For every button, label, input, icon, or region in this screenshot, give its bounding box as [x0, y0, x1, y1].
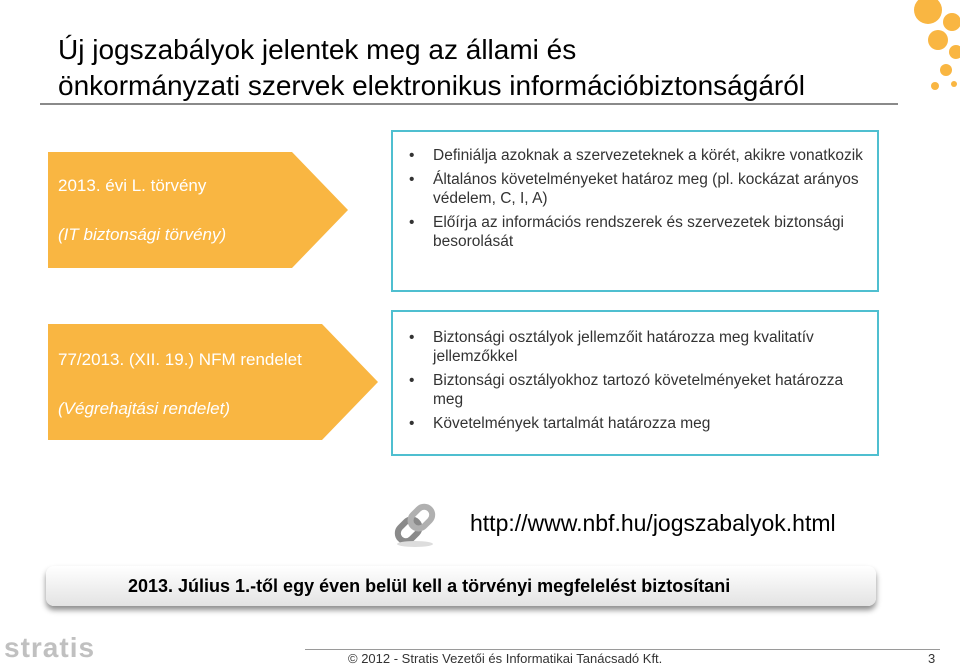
nbf-link[interactable]: http://www.nbf.hu/jogszabalyok.html — [470, 510, 836, 536]
copyright-text: © 2012 - Stratis Vezetői és Informatikai Tanácsadó Kft. — [348, 651, 663, 666]
deadline-banner — [46, 566, 876, 606]
list-item: • Követelmények tartalmát határozza meg — [433, 414, 867, 433]
list-item: • Biztonsági osztályok jellemzőit határozza meg kvalitatív jellemzőkkel — [433, 328, 867, 366]
decree-subtitle: (Végrehajtási rendelet) — [58, 399, 230, 418]
law-title: 2013. évi L. törvény — [58, 176, 207, 195]
title-line-2: önkormányzati szervek elektronikus információbiztonságáról — [58, 70, 806, 101]
law-arrow-1 — [48, 152, 348, 268]
law-details-box-2 — [391, 310, 879, 456]
arrow-shape — [48, 324, 378, 440]
decree-title: 77/2013. (XII. 19.) NFM rendelet — [58, 350, 302, 369]
title-divider — [40, 103, 898, 105]
chain-link-icon — [390, 500, 440, 548]
list-item: • Általános követelményeket határoz meg (pl. kockázat arányos védelem, C, I, A) — [433, 170, 867, 208]
deadline-text: 2013. Július 1.-től egy éven belül kell a törvényi megfelelést biztosítani — [128, 576, 731, 596]
list-item: • Előírja az információs rendszerek és szervezetek biztonsági besorolását — [433, 213, 867, 251]
footer-divider — [305, 649, 940, 650]
list-item: • Definiálja azoknak a szervezeteknek a körét, akikre vonatkozik — [433, 146, 867, 165]
law-subtitle: (IT biztonsági törvény) — [58, 225, 227, 244]
list-item: • Biztonsági osztályokhoz tartozó követelményeket határozza meg — [433, 371, 867, 409]
stratis-logo: stratis — [4, 632, 96, 663]
law-details-box-1 — [391, 130, 879, 292]
page-title — [58, 32, 898, 104]
law-arrow-2 — [48, 324, 378, 440]
title-line-1: Új jogszabályok jelentek meg az állami és — [58, 34, 577, 65]
page-number: 3 — [928, 651, 936, 666]
arrow-shape — [48, 152, 348, 268]
